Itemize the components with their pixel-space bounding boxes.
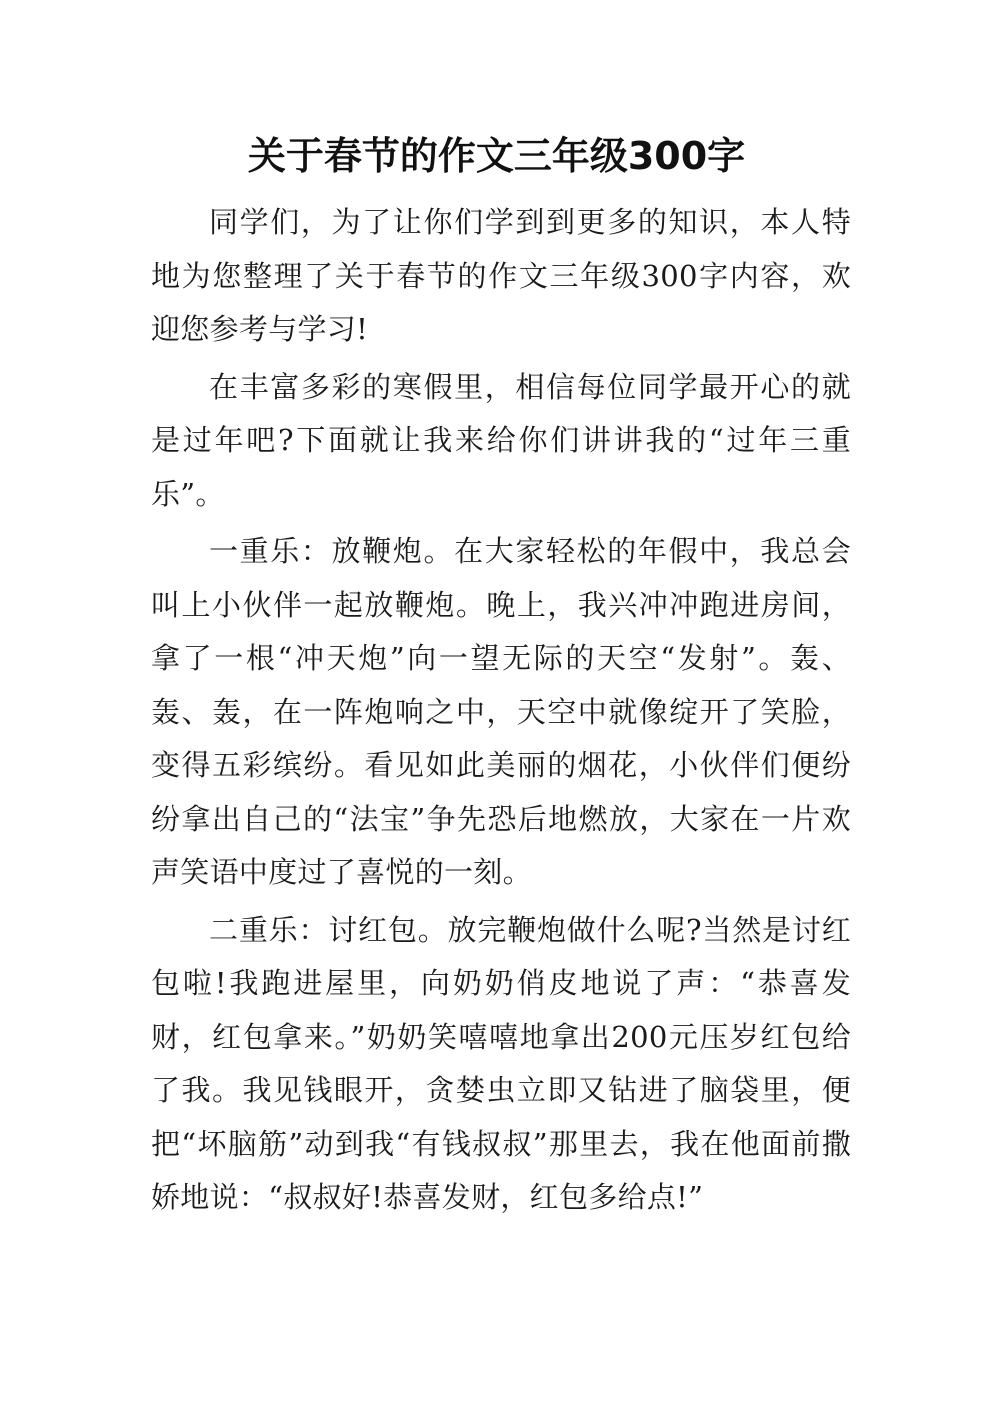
paragraph-opening: 在丰富多彩的寒假里，相信每位同学最开心的就是过年吧?下面就让我来给你们讲讲我的“过年三重乐”。 — [151, 369, 851, 511]
document-body — [151, 196, 851, 1229]
paragraph-intro: 同学们，为了让你们学到到更多的知识，本人特地为您整理了关于春节的作文三年级300字内容，欢迎您参考与学习! — [151, 205, 851, 346]
paragraph-firecrackers: 一重乐：放鞭炮。在大家轻松的年假中，我总会叫上小伙伴一起放鞭炮。晚上，我兴冲冲跑进房间，拿了一根“冲天炮”向一望无际的天空“发射”。轰、轰、轰，在一阵炮响之中，天空中就像绽开了笑脸，变得五彩缤纷。看见如此美丽的烟花，小伙伴们便纷纷拿出自己的“法宝”争先恐后地燃放，大家在一片欢声笑语中度过了喜悦的一刻。 — [151, 534, 851, 889]
document-title: 关于春节的作文三年级300字 — [247, 134, 746, 178]
paragraph-red-envelope: 二重乐：讨红包。放完鞭炮做什么呢?当然是讨红包啦!我跑进屋里，向奶奶俏皮地说了声：“恭喜发财，红包拿来。”奶奶笑嘻嘻地拿出200元压岁红包给了我。我见钱眼开，贪婪虫立即又钻进了脑袋里，便把“坏脑筋”动到我“有钱叔叔”那里去，我在他面前撒娇地说：“叔叔好!恭喜发财，红包多给点!” — [151, 912, 851, 1214]
